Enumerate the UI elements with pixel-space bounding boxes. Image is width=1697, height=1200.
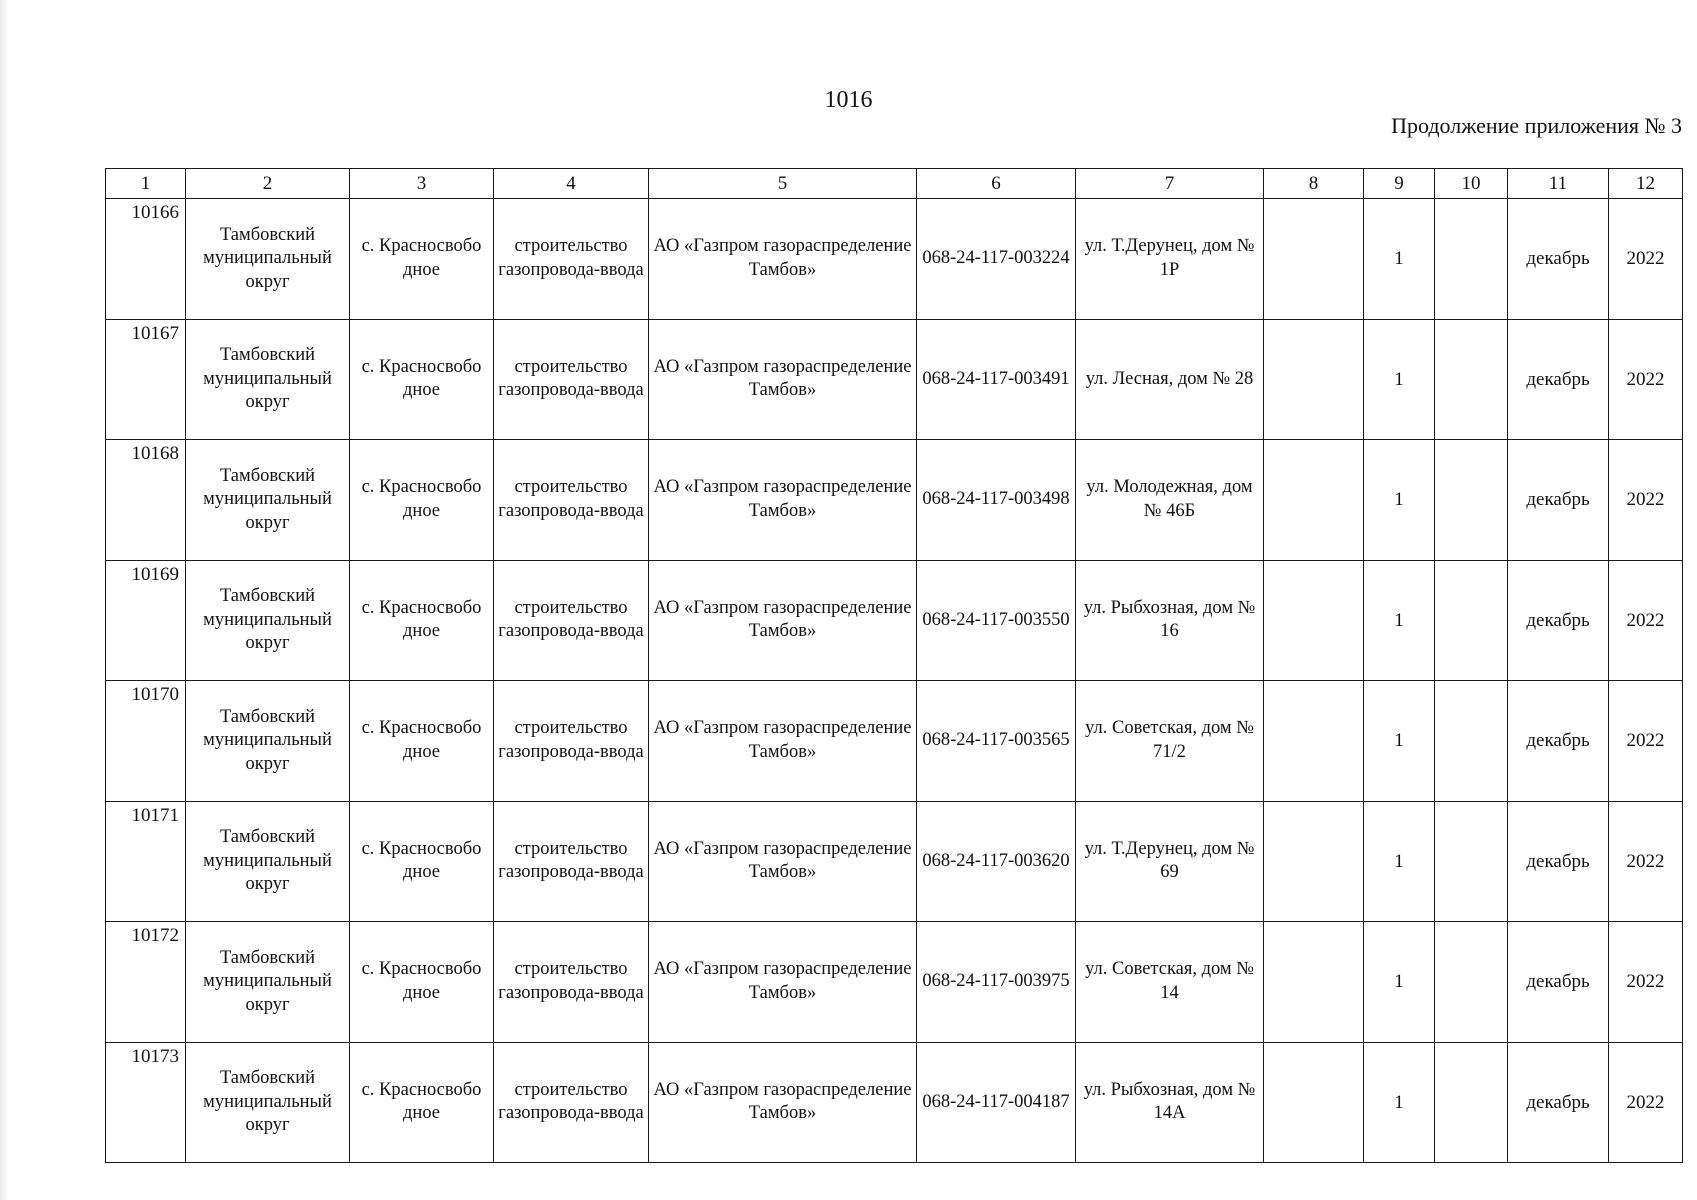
table-row — [106, 922, 1683, 1043]
column-header: 5 — [649, 169, 917, 199]
year-cell: 2022 — [1609, 801, 1683, 922]
code-cell: 068-24-117-003224 — [917, 199, 1076, 320]
locality-cell: с. Красносвобо дное — [350, 560, 494, 681]
month-cell: декабрь — [1508, 681, 1609, 802]
row-number-cell: 10172 — [106, 922, 186, 1043]
work-type-cell: строительство газопровода-ввода — [494, 319, 649, 440]
row-number-cell: 10173 — [106, 1042, 186, 1163]
address-cell: ул. Рыбхозная, дом № 14А — [1076, 1042, 1264, 1163]
column-8-cell — [1264, 199, 1364, 320]
locality-cell: с. Красносвобо дное — [350, 801, 494, 922]
row-number-cell: 10169 — [106, 560, 186, 681]
column-header: 11 — [1508, 169, 1609, 199]
quantity-cell: 1 — [1364, 681, 1435, 802]
code-cell: 068-24-117-003550 — [917, 560, 1076, 681]
row-number-cell: 10166 — [106, 199, 186, 320]
column-10-cell — [1435, 1042, 1508, 1163]
appendix-continuation-note: Продолжение приложения № 3 — [1391, 113, 1682, 138]
quantity-cell: 1 — [1364, 440, 1435, 561]
column-8-cell — [1264, 922, 1364, 1043]
locality-cell: с. Красносвобо дное — [350, 1042, 494, 1163]
organization-cell: АО «Газпром газораспределение Тамбов» — [649, 560, 917, 681]
address-cell: ул. Т.Дерунец, дом № 69 — [1076, 801, 1264, 922]
column-header: 2 — [186, 169, 350, 199]
year-cell: 2022 — [1609, 319, 1683, 440]
column-10-cell — [1435, 681, 1508, 802]
address-cell: ул. Советская, дом № 14 — [1076, 922, 1264, 1043]
table-header-row — [106, 169, 1683, 199]
address-cell: ул. Рыбхозная, дом № 16 — [1076, 560, 1264, 681]
column-10-cell — [1435, 922, 1508, 1043]
organization-cell: АО «Газпром газораспределение Тамбов» — [649, 681, 917, 802]
address-cell: ул. Т.Дерунец, дом № 1Р — [1076, 199, 1264, 320]
quantity-cell: 1 — [1364, 560, 1435, 681]
column-8-cell — [1264, 319, 1364, 440]
month-cell: декабрь — [1508, 1042, 1609, 1163]
row-number-cell: 10171 — [106, 801, 186, 922]
month-cell: декабрь — [1508, 560, 1609, 681]
table-row — [106, 801, 1683, 922]
table-row — [106, 319, 1683, 440]
quantity-cell: 1 — [1364, 319, 1435, 440]
column-10-cell — [1435, 440, 1508, 561]
scan-edge — [0, 0, 8, 1200]
work-type-cell: строительство газопровода-ввода — [494, 199, 649, 320]
column-header: 12 — [1609, 169, 1683, 199]
quantity-cell: 1 — [1364, 801, 1435, 922]
code-cell: 068-24-117-003498 — [917, 440, 1076, 561]
district-cell: Тамбовский муниципальный округ — [186, 1042, 350, 1163]
district-cell: Тамбовский муниципальный округ — [186, 922, 350, 1043]
address-cell: ул. Молодежная, дом № 46Б — [1076, 440, 1264, 561]
district-cell: Тамбовский муниципальный округ — [186, 440, 350, 561]
organization-cell: АО «Газпром газораспределение Тамбов» — [649, 440, 917, 561]
column-header: 1 — [106, 169, 186, 199]
code-cell: 068-24-117-003491 — [917, 319, 1076, 440]
code-cell: 068-24-117-004187 — [917, 1042, 1076, 1163]
table-row — [106, 681, 1683, 802]
page-number: 1016 — [824, 87, 873, 113]
locality-cell: с. Красносвобо дное — [350, 440, 494, 561]
column-10-cell — [1435, 560, 1508, 681]
locality-cell: с. Красносвобо дное — [350, 199, 494, 320]
register-table — [105, 168, 1683, 1163]
table-row — [106, 560, 1683, 681]
row-number-cell: 10170 — [106, 681, 186, 802]
year-cell: 2022 — [1609, 440, 1683, 561]
row-number-cell: 10168 — [106, 440, 186, 561]
column-header: 10 — [1435, 169, 1508, 199]
year-cell: 2022 — [1609, 1042, 1683, 1163]
district-cell: Тамбовский муниципальный округ — [186, 560, 350, 681]
month-cell: декабрь — [1508, 199, 1609, 320]
year-cell: 2022 — [1609, 681, 1683, 802]
quantity-cell: 1 — [1364, 199, 1435, 320]
quantity-cell: 1 — [1364, 1042, 1435, 1163]
column-header: 4 — [494, 169, 649, 199]
organization-cell: АО «Газпром газораспределение Тамбов» — [649, 801, 917, 922]
column-header: 7 — [1076, 169, 1264, 199]
table-row — [106, 440, 1683, 561]
code-cell: 068-24-117-003565 — [917, 681, 1076, 802]
code-cell: 068-24-117-003975 — [917, 922, 1076, 1043]
organization-cell: АО «Газпром газораспределение Тамбов» — [649, 199, 917, 320]
year-cell: 2022 — [1609, 199, 1683, 320]
column-8-cell — [1264, 440, 1364, 561]
work-type-cell: строительство газопровода-ввода — [494, 560, 649, 681]
district-cell: Тамбовский муниципальный округ — [186, 681, 350, 802]
column-8-cell — [1264, 560, 1364, 681]
quantity-cell: 1 — [1364, 922, 1435, 1043]
column-header: 3 — [350, 169, 494, 199]
column-10-cell — [1435, 199, 1508, 320]
column-header: 9 — [1364, 169, 1435, 199]
table-row — [106, 1042, 1683, 1163]
column-8-cell — [1264, 801, 1364, 922]
code-cell: 068-24-117-003620 — [917, 801, 1076, 922]
row-number-cell: 10167 — [106, 319, 186, 440]
district-cell: Тамбовский муниципальный округ — [186, 199, 350, 320]
locality-cell: с. Красносвобо дное — [350, 681, 494, 802]
month-cell: декабрь — [1508, 440, 1609, 561]
month-cell: декабрь — [1508, 801, 1609, 922]
district-cell: Тамбовский муниципальный округ — [186, 319, 350, 440]
table-row — [106, 199, 1683, 320]
organization-cell: АО «Газпром газораспределение Тамбов» — [649, 319, 917, 440]
work-type-cell: строительство газопровода-ввода — [494, 922, 649, 1043]
month-cell: декабрь — [1508, 319, 1609, 440]
organization-cell: АО «Газпром газораспределение Тамбов» — [649, 922, 917, 1043]
column-10-cell — [1435, 801, 1508, 922]
locality-cell: с. Красносвобо дное — [350, 319, 494, 440]
organization-cell: АО «Газпром газораспределение Тамбов» — [649, 1042, 917, 1163]
year-cell: 2022 — [1609, 922, 1683, 1043]
address-cell: ул. Советская, дом № 71/2 — [1076, 681, 1264, 802]
address-cell: ул. Лесная, дом № 28 — [1076, 319, 1264, 440]
locality-cell: с. Красносвобо дное — [350, 922, 494, 1043]
column-8-cell — [1264, 1042, 1364, 1163]
month-cell: декабрь — [1508, 922, 1609, 1043]
work-type-cell: строительство газопровода-ввода — [494, 681, 649, 802]
work-type-cell: строительство газопровода-ввода — [494, 440, 649, 561]
column-header: 8 — [1264, 169, 1364, 199]
year-cell: 2022 — [1609, 560, 1683, 681]
column-10-cell — [1435, 319, 1508, 440]
column-8-cell — [1264, 681, 1364, 802]
work-type-cell: строительство газопровода-ввода — [494, 1042, 649, 1163]
column-header: 6 — [917, 169, 1076, 199]
work-type-cell: строительство газопровода-ввода — [494, 801, 649, 922]
district-cell: Тамбовский муниципальный округ — [186, 801, 350, 922]
